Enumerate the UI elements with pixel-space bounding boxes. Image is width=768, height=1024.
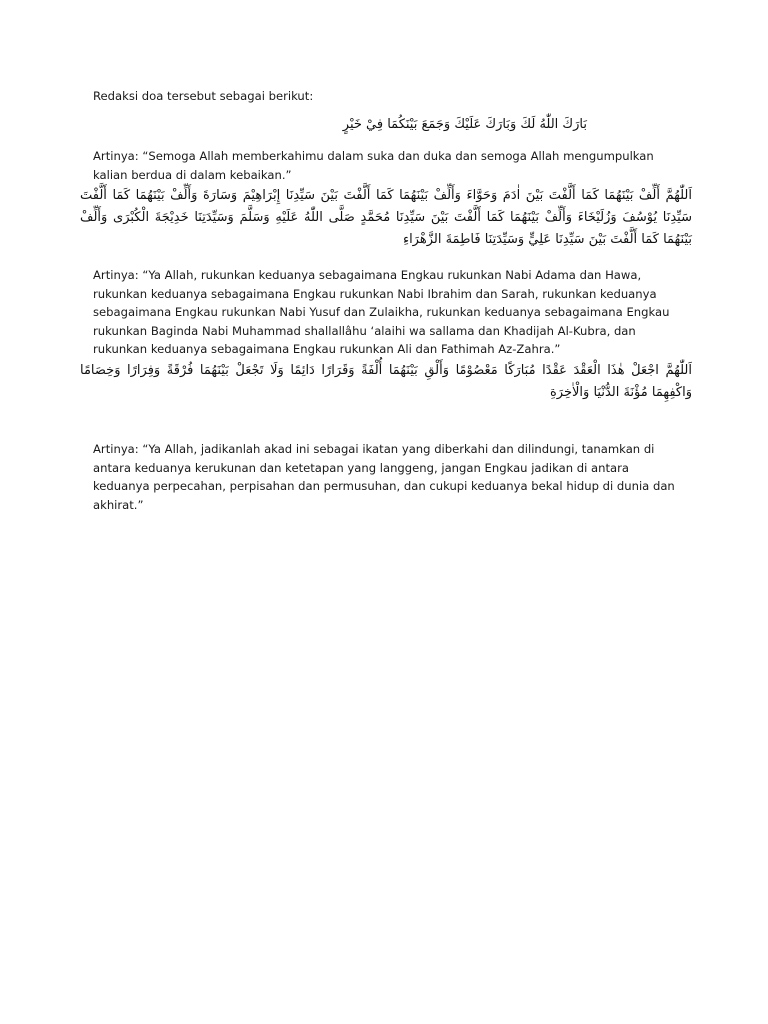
artinya-1-text: Artinya: “Semoga Allah memberkahimu dalam suka dan duka dan semoga Allah mengumpulkan kalian berdua di dalam kebaikan.” <box>93 149 654 182</box>
artinya-3-text: Artinya: “Ya Allah, jadikanlah akad ini sebagai ikatan yang diberkahi dan dilindungi, tanamkan di antara keduanya kerukunan dan ketetapan yang langgeng, jangan Engkau jadikan di antara keduanya perpecahan, perpisahan dan permusuhan, dan cukupi keduanya bekal hidup di dunia dan akhirat.” <box>93 442 675 512</box>
artinya-2-text: Artinya: “Ya Allah, rukunkan keduanya sebagaimana Engkau rukunkan Nabi Adama dan Hawa, rukunkan keduanya sebagaimana Engkau rukunkan Nabi Ibrahim dan Sarah, rukunkan keduanya sebagaimana Engkau rukunkan Nabi Yusuf dan Zulaikha, rukunkan keduanya sebagaimana Engkau rukunkan Baginda Nabi Muhammad shallallâhu ‘alaihi wa sallama dan Khadijah Al-Kubra, dan rukunkan keduanya sebagaimana Engkau rukunkan Ali dan Fathimah Az-Zahra.” <box>93 268 670 356</box>
intro-text: Redaksi doa tersebut sebagai berikut: <box>93 89 314 103</box>
doa-2-arabic: اَللّٰهُمَّ أَلِّفْ بَيْنَهُمَا كَمَا أَلَّفْتَ بَيْنَ اٰدَمَ وَحَوَّاءَ وَأَلِّفْ بَيْنَهُمَا كَمَا أَلَّفْتَ بَيْنَ سَيِّدِنَا إِبْرَاهِيْمَ وَسَارَةَ وَأَلِّفْ بَيْنَهُمَا كَمَا أَلَّفْتَ سَيِّدِنَا يُوْسُفَ وَزُلَيْخَاءَ وَأَلِّفْ بَيْنَهُمَا كَمَا أَلَّفْتَ بَيْنَ سَيِّدِنَا مُحَمَّدٍ صَلَّى اللّٰهُ عَلَيْهِ وَسَلَّمَ وَسَيِّدَتِنَا خَدِيْجَةَ الْكُبْرَى وَأَلِّفْ بَيْنَهُمَا كَمَا أَلَّفْتَ بَيْنَ سَيِّدِنَا عَلِيٍّ وَسَيِّدَتِنَا فَاطِمَةَ الزَّهْرَاءِ <box>80 188 692 247</box>
doa-1-arabic: بَارَكَ اللّٰهُ لَكَ وَبَارَكَ عَلَيْكَ وَجَمَعَ بَيْنَكُمَا فِيْ خَيْرٍ <box>342 117 587 132</box>
doa-3-arabic: اَللّٰهُمَّ اجْعَلْ هٰذَا الْعَقْدَ عَقْدًا مُبَارَكًا مَعْصُوْمًا وَأَلْقِ بَيْنَهُمَا أُلْفَةً وَقَرَارًا دَائِمًا وَلَا تَجْعَلْ بَيْنَهُمَا فُرْقَةً وَفِرَارًا وَخِصَامًا وَاكْفِهِمَا مُؤْنَةَ الدُّنْيَا وَالْاٰخِرَةِ <box>80 363 692 400</box>
